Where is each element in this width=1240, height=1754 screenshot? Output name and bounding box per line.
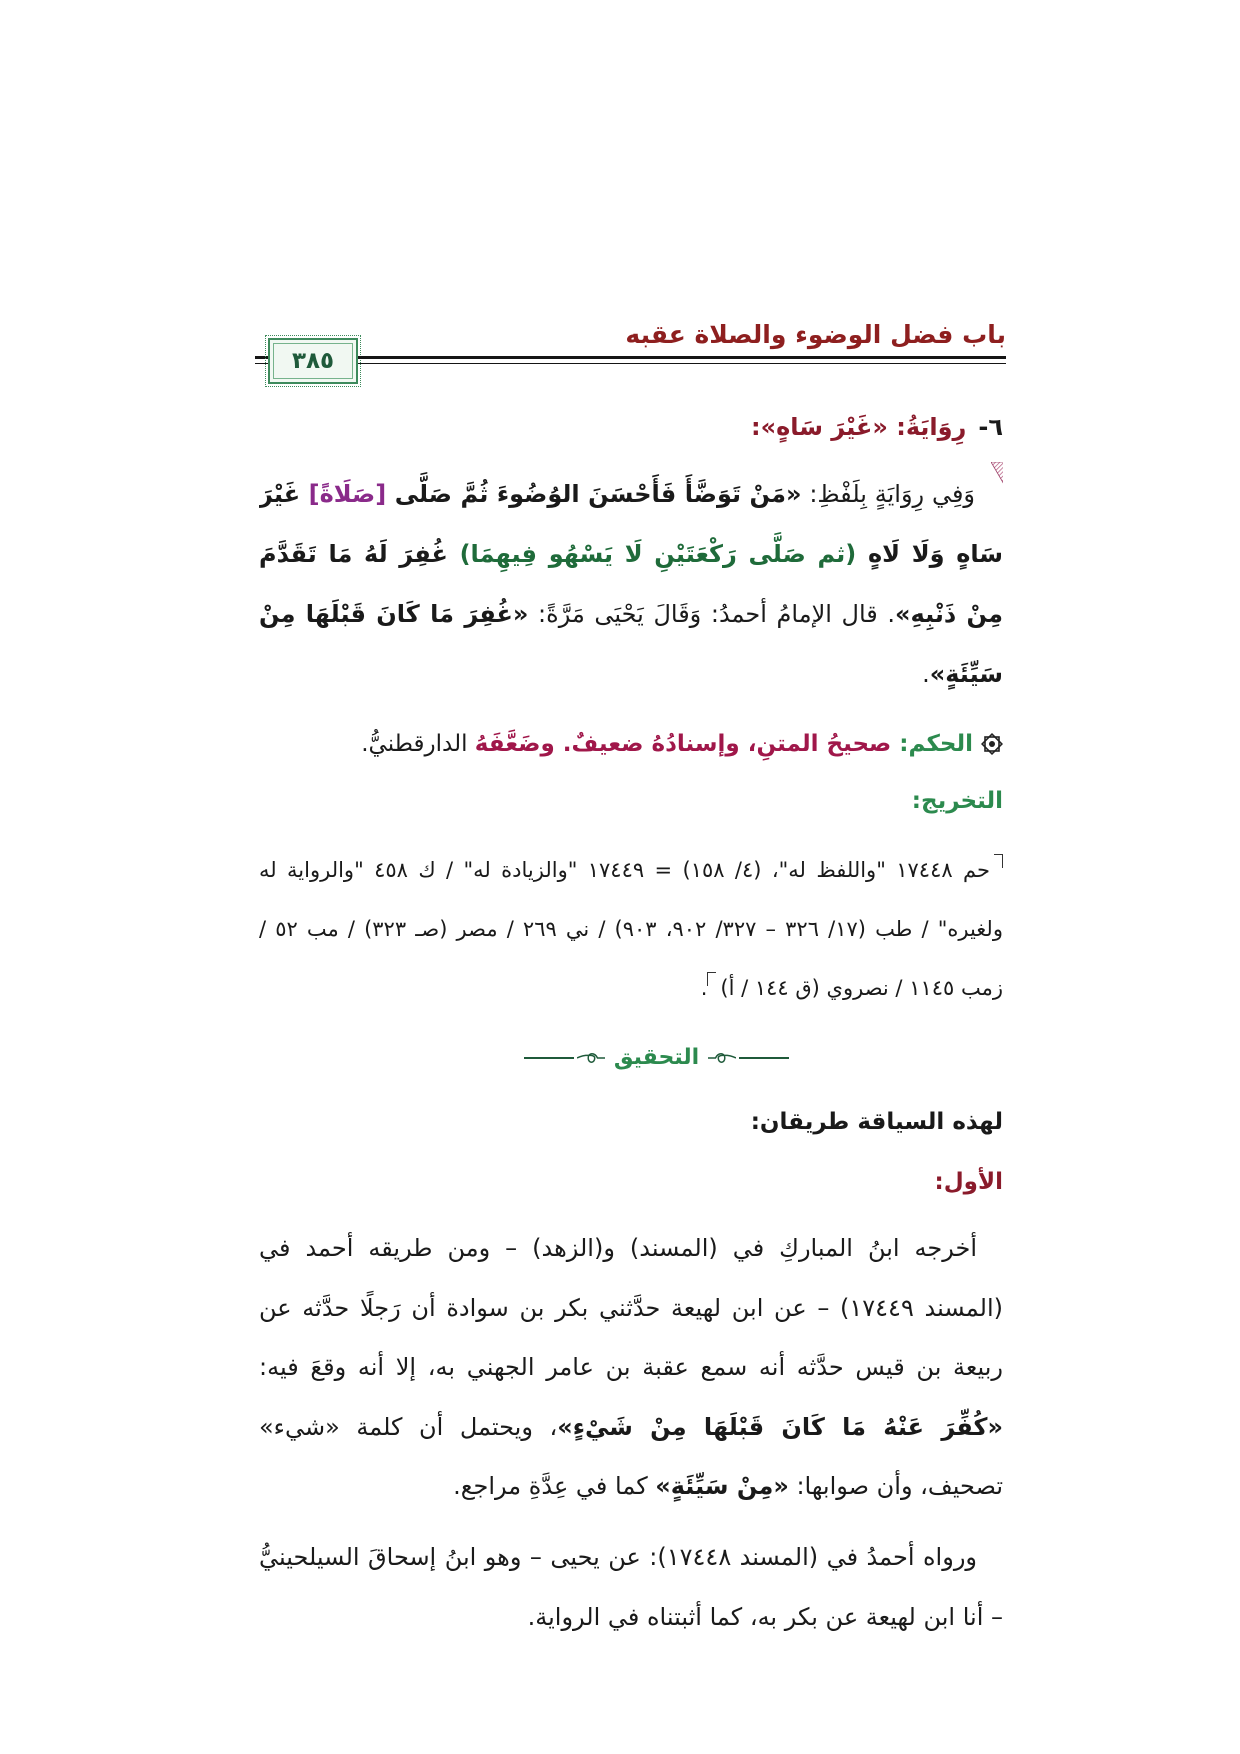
hadith-addition-bracket: [صَلَاةً]: [308, 480, 387, 508]
hadith-text: «مَنْ تَوَضَّأَ فَأَحْسَنَ الوُضُوءَ ثُمَّ صَلَّى: [386, 480, 802, 508]
ruling-verdict: صحيحُ المتنِ، وإسنادُهُ ضعيفٌ. وضَعَّفَهُ: [474, 731, 892, 757]
divider-ornament-icon: [708, 1051, 736, 1065]
quoted-wording: «مِنْ سَيِّئَةٍ»: [655, 1472, 789, 1500]
chapter-title: باب فضل الوضوء والصلاة عقبه: [625, 320, 1006, 349]
ruling-line: [259, 722, 1003, 766]
first-route-label: الأول:: [934, 1169, 1003, 1195]
tahqiq-heading: التحقيق: [613, 1045, 700, 1070]
paragraph-text: ، ويحتمل أن كلمة «شيء» تصحيف، وأن صوابها:: [259, 1412, 1003, 1500]
narration-intro: وَفِي رِوَايَةٍ بِلَفْظِ:: [801, 480, 976, 508]
takhrij-end: .: [700, 976, 708, 1000]
bracket-open-icon: [994, 854, 1003, 868]
hadith-text: غَيْرَ سَاهٍ وَلَا لَاهٍ: [259, 480, 1003, 568]
ruling-label: الحكم:: [891, 731, 973, 757]
paragraph-text: كما في عِدَّةِ مراجع.: [453, 1472, 656, 1500]
page-number: ٣٨٥: [291, 348, 335, 374]
paragraph-text: أخرجه ابنُ المباركِ في (المسند) و(الزهد) – ومن طريقه أحمد في (المسند ١٧٤٤٩) – عن ابن لهيعة حدَّثني بكر بن سوادة أن رَجلًا حدَّثه عن ربيعة بن قيس حدَّثه أنه سمع عقبة بن عامر الجهني به، إلا أنه وقعَ فيه:: [259, 1234, 1003, 1381]
item-heading: [259, 405, 1003, 449]
page-number-frame: [268, 338, 358, 384]
takhrij-heading: التخريج:: [911, 788, 1003, 814]
divider-line: [524, 1057, 574, 1059]
ornament-icon: [981, 733, 1003, 755]
takhrij-paragraph: [259, 841, 1003, 1018]
hadith-text: غُفِرَ لَهُ مَا تَقَدَّمَ مِنْ ذَنْبِهِ»: [259, 540, 1003, 628]
header-rule-right: [358, 356, 1006, 364]
hadith-addition-paren: (ثم صَلَّى رَكْعَتَيْنِ لَا يَسْهُو فِيهِمَا): [459, 540, 857, 568]
ruling-authority: الدارقطنيُّ.: [361, 731, 475, 757]
bracket-close-icon: [707, 972, 716, 986]
item-title: رِوَايَةُ: «غَيْرَ سَاهٍ»:: [751, 413, 967, 441]
quoted-wording: «كُفِّرَ عَنْهُ مَا كَانَ قَبْلَهَا مِنْ شَيْءٍ»: [557, 1412, 1003, 1441]
page-content: [259, 405, 1003, 1735]
tahqiq-intro: لهذه السياقة طريقان:: [750, 1109, 1003, 1135]
narration-paragraph: [259, 464, 1003, 704]
item-number: ٦-: [978, 413, 1003, 441]
divider-line: [739, 1057, 789, 1059]
second-paragraph: ورواه أحمدُ في (المسند ١٧٤٤٨): عن يحيى – وهو ابنُ إسحاقَ السيلحينيُّ – أنا ابن لهيعة عن بكر به، كما أثبتناه في الرواية.: [259, 1542, 1003, 1631]
alternate-wording: «غُفِرَ مَا كَانَ قَبْلَهَا مِنْ سَيِّئَةٍ»: [259, 600, 1003, 688]
first-route-paragraph: [259, 1219, 1003, 1517]
tahqiq-divider: [524, 1038, 789, 1078]
divider-ornament-icon: [577, 1051, 605, 1065]
corner-ornament-icon: [991, 462, 1003, 498]
narration-end: .: [922, 660, 930, 688]
takhrij-references: حم ١٧٤٤٨ "واللفظ له"، (٤/ ١٥٨) = ١٧٤٤٩ "والزيادة له" / ك ٤٥٨ "والرواية له ولغيره" / طب (١٧/ ٣٢٦ – ٣٢٧/ ٩٠٢، ٩٠٣) / ني ٢٦٩ / مصر (صـ ٣٢٣) / مب ٥٢ / زمب ١١٤٥ / نصروي (ق ١٤٤ / أ): [259, 858, 1003, 1000]
narration-attribution: . قال الإمامُ أحمدُ: وَقَالَ يَحْيَى مَرَّةً:: [528, 600, 896, 628]
